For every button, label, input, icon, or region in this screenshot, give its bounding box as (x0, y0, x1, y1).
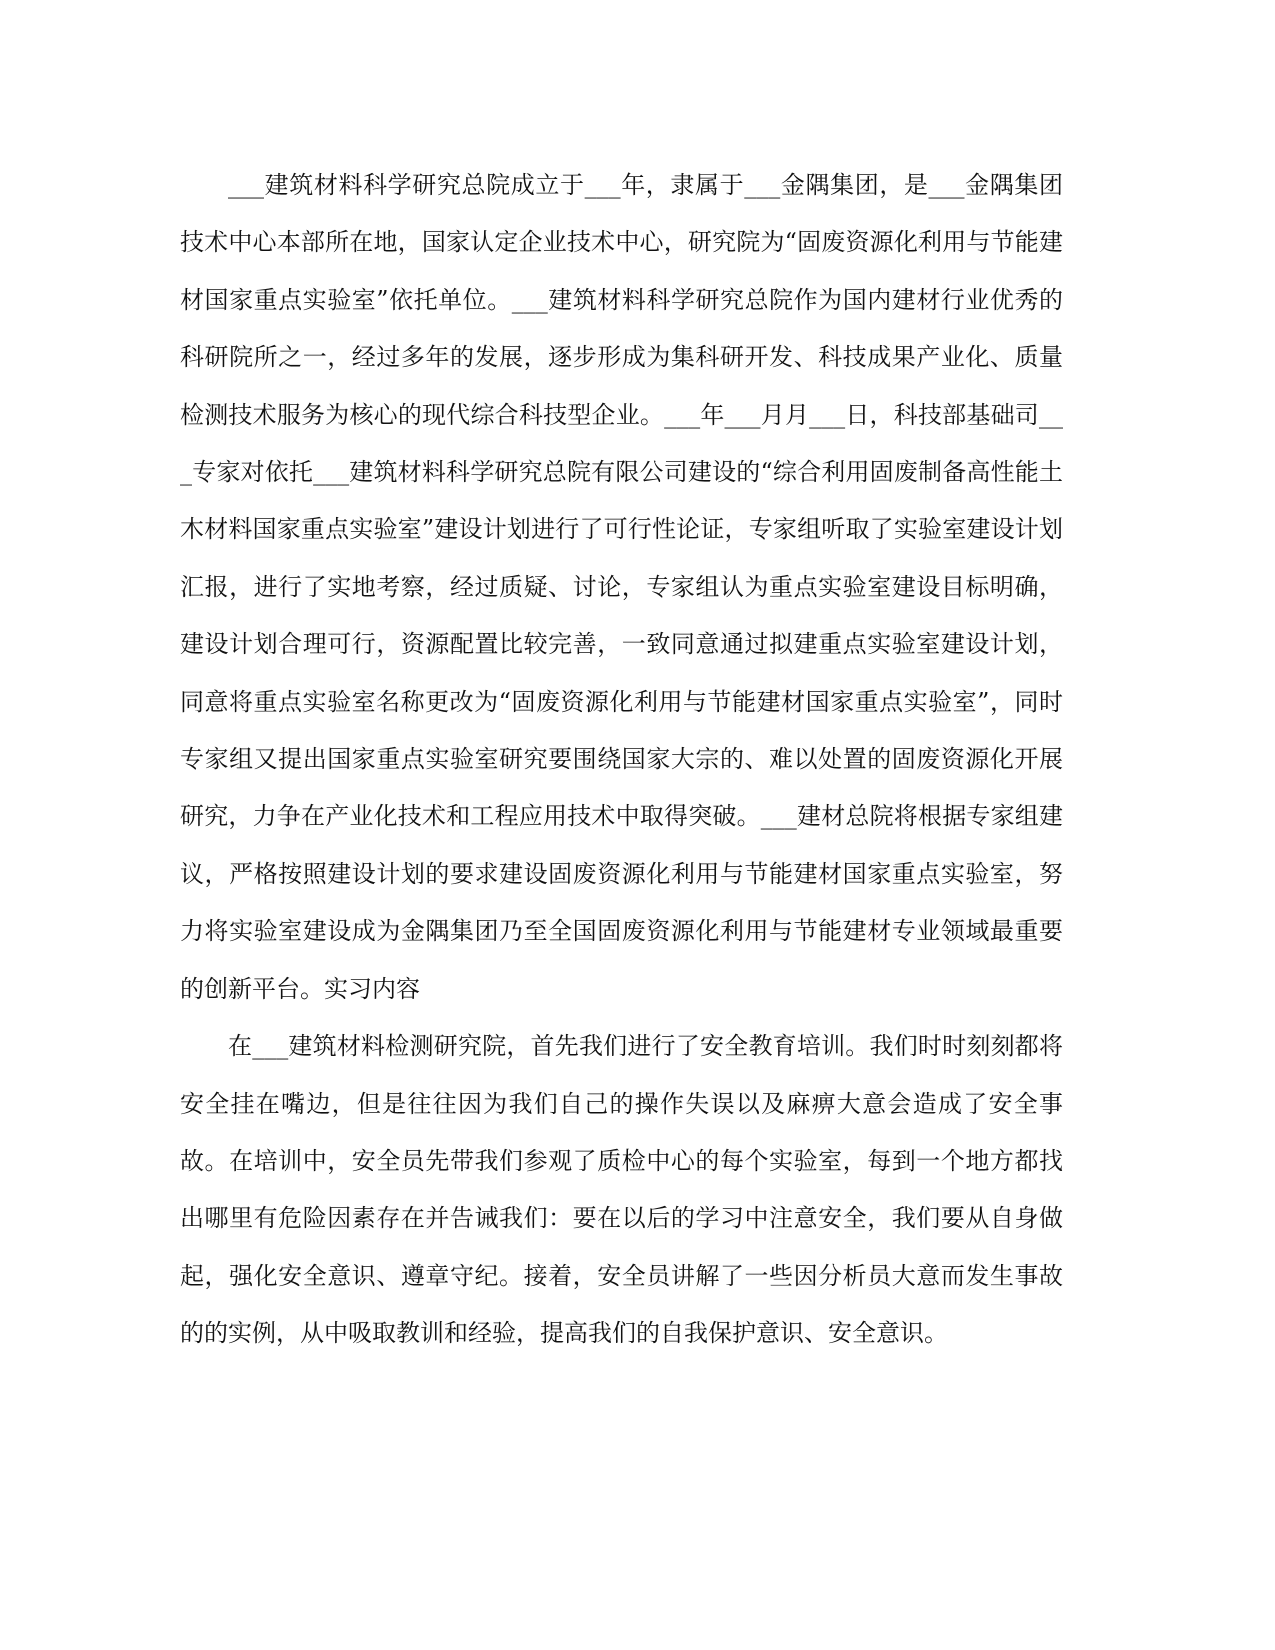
paragraph-institute-intro: ___建筑材料科学研究总院成立于___年，隶属于___金隅集团，是___金隅集团技术中心本部所在地，国家认定企业技术中心，研究院为“固废资源化利用与节能建材国家重点实验室”依托单位。___建筑材料科学研究总院作为国内建材行业优秀的科研院所之一，经过多年的发展，逐步形成为集科研开发、科技成果产业化、质量检测技术服务为核心的现代综合科技型企业。___年___月月___日，科技部基础司___专家对依托___建筑材料科学研究总院有限公司建设的“综合利用固废制备高性能土木材料国家重点实验室”建设计划进行了可行性论证，专家组听取了实验室建设计划汇报，进行了实地考察，经过质疑、讨论，专家组认为重点实验室建设目标明确，建设计划合理可行，资源配置比较完善，一致同意通过拟建重点实验室建设计划，同意将重点实验室名称更改为“固废资源化利用与节能建材国家重点实验室”，同时专家组又提出国家重点实验室研究要围绕国家大宗的、难以处置的固废资源化开展研究，力争在产业化技术和工程应用技术中取得突破。___建材总院将根据专家组建议，严格按照建设计划的要求建设固废资源化利用与节能建材国家重点实验室，努力将实验室建设成为金隅集团乃至全国固废资源化利用与节能建材专业领域最重要的创新平台。实习内容 (180, 171, 1063, 1003)
document-body (180, 157, 1063, 1363)
paragraph-safety-training: 在___建筑材料检测研究院，首先我们进行了安全教育培训。我们时时刻刻都将安全挂在嘴边，但是往往因为我们自己的操作失误以及麻痹大意会造成了安全事故。在培训中，安全员先带我们参观了质检中心的每个实验室，每到一个地方都找出哪里有危险因素存在并告诫我们：要在以后的学习中注意安全，我们要从自身做起，强化安全意识、遵章守纪。接着，安全员讲解了一些因分析员大意而发生事故的的实例，从中吸取教训和经验，提高我们的自我保护意识、安全意识。 (180, 1032, 1063, 1348)
